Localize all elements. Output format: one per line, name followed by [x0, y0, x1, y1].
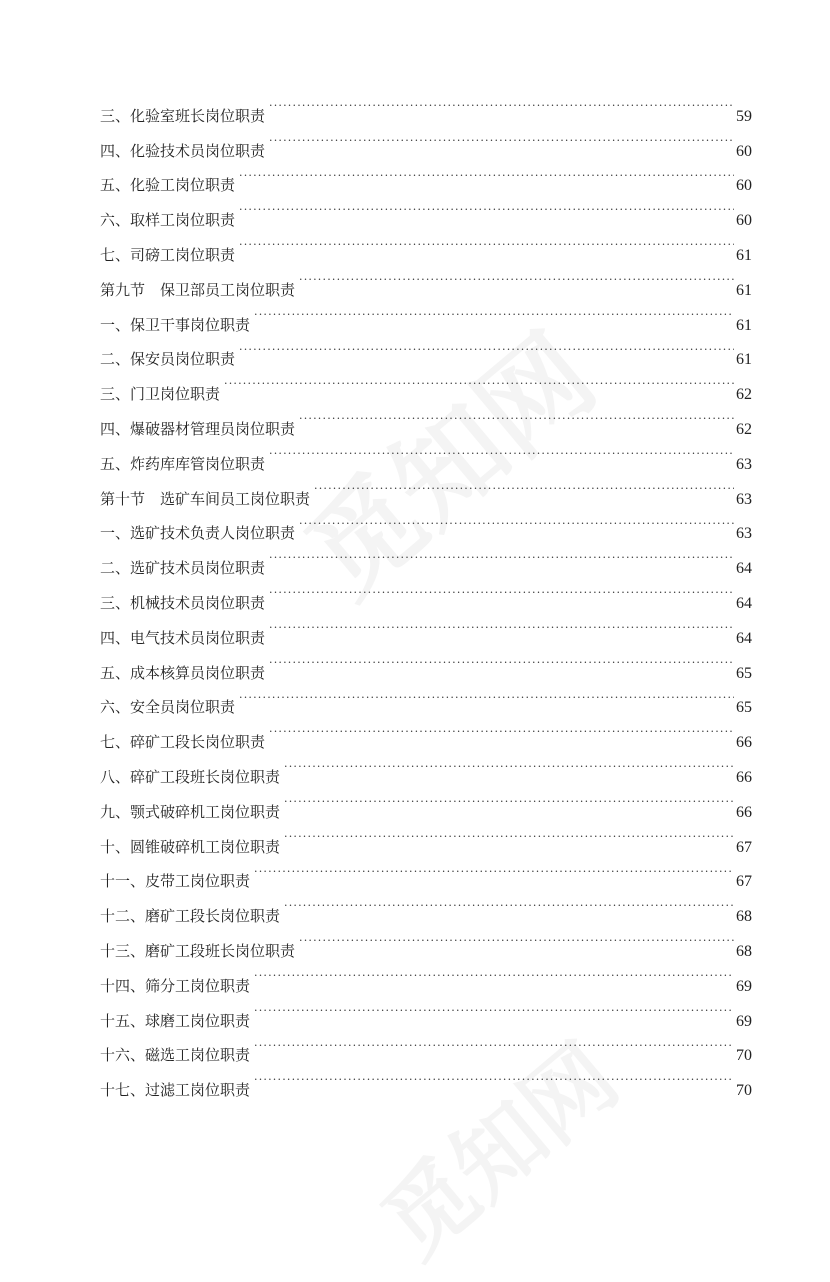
- toc-entry[interactable]: [100, 86, 752, 125]
- toc-entry-title: 五、炸药库库管岗位职责: [100, 454, 266, 473]
- toc-dot-leader: [297, 921, 734, 956]
- toc-entry-page-number: 67: [736, 838, 752, 856]
- toc-dot-leader: [267, 86, 734, 121]
- toc-entry-page-number: 61: [736, 281, 752, 299]
- toc-dot-leader: [282, 886, 734, 921]
- toc-entry-page-number: 68: [736, 908, 752, 926]
- toc-dot-leader: [222, 364, 734, 399]
- toc-entry-title: 二、保安员岗位职责: [100, 350, 236, 369]
- toc-entry-page-number: 70: [736, 1082, 752, 1100]
- toc-dot-leader: [297, 504, 734, 539]
- toc-entry-title: 十二、磨矿工段长岗位职责: [100, 907, 281, 926]
- toc-dot-leader: [252, 852, 734, 887]
- toc-dot-leader: [297, 399, 734, 434]
- toc-dot-leader: [252, 1060, 734, 1095]
- toc-entry-title: 三、机械技术员岗位职责: [100, 593, 266, 612]
- toc-entry-title: 七、司磅工岗位职责: [100, 245, 236, 264]
- toc-entry-page-number: 65: [736, 664, 752, 682]
- toc-entry-page-number: 66: [736, 734, 752, 752]
- toc-dot-leader: [312, 469, 734, 504]
- toc-entry-page-number: 61: [736, 316, 752, 334]
- toc-dot-leader: [267, 573, 734, 608]
- toc-dot-leader: [237, 225, 734, 260]
- toc-entry-title: 六、取样工岗位职责: [100, 211, 236, 230]
- toc-dot-leader: [267, 121, 734, 156]
- toc-entry-page-number: 60: [736, 212, 752, 230]
- toc-entry-title: 十四、筛分工岗位职责: [100, 976, 251, 995]
- toc-entry-page-number: 69: [736, 1012, 752, 1030]
- toc-entry-page-number: 66: [736, 803, 752, 821]
- toc-entry-title: 一、保卫干事岗位职责: [100, 315, 251, 334]
- toc-entry-title: 十五、球磨工岗位职责: [100, 1011, 251, 1030]
- toc-entry-page-number: 68: [736, 942, 752, 960]
- toc-entry-title: 十三、磨矿工段班长岗位职责: [100, 941, 296, 960]
- toc-entry-page-number: 63: [736, 455, 752, 473]
- toc-entry-page-number: 66: [736, 768, 752, 786]
- toc-entry-title: 一、选矿技术负责人岗位职责: [100, 524, 296, 543]
- toc-dot-leader: [267, 643, 734, 678]
- toc-entry-title: 九、颚式破碎机工岗位职责: [100, 802, 281, 821]
- toc-dot-leader: [237, 678, 734, 713]
- toc-dot-leader: [252, 295, 734, 330]
- toc-dot-leader: [267, 608, 734, 643]
- toc-dot-leader: [282, 747, 734, 782]
- toc-entry-title: 五、成本核算员岗位职责: [100, 663, 266, 682]
- toc-entry-title: 四、化验技术员岗位职责: [100, 141, 266, 160]
- toc-entry-page-number: 69: [736, 977, 752, 995]
- toc-dot-leader: [252, 1026, 734, 1061]
- toc-entry-page-number: 64: [736, 629, 752, 647]
- toc-entry-title: 六、安全员岗位职责: [100, 698, 236, 717]
- toc-entry-title: 十一、皮带工岗位职责: [100, 872, 251, 891]
- toc-entry-title: 五、化验工岗位职责: [100, 176, 236, 195]
- toc-entry-title: 二、选矿技术员岗位职责: [100, 559, 266, 578]
- toc-entry-title: 七、碎矿工段长岗位职责: [100, 733, 266, 752]
- toc-entry-page-number: 62: [736, 420, 752, 438]
- toc-dot-leader: [252, 956, 734, 991]
- toc-dot-leader: [297, 260, 734, 295]
- toc-entry-page-number: 59: [736, 107, 752, 125]
- toc-entry-title: 十、圆锥破碎机工岗位职责: [100, 837, 281, 856]
- toc-dot-leader: [237, 330, 734, 365]
- toc-entry-title: 十七、过滤工岗位职责: [100, 1081, 251, 1100]
- toc-entry-page-number: 64: [736, 594, 752, 612]
- toc-dot-leader: [267, 434, 734, 469]
- toc-entry-page-number: 64: [736, 560, 752, 578]
- toc-entry-title: 第九节 保卫部员工岗位职责: [100, 280, 296, 299]
- toc-entry-page-number: 65: [736, 699, 752, 717]
- toc-entry-page-number: 67: [736, 873, 752, 891]
- toc-entry-page-number: 63: [736, 525, 752, 543]
- toc-entry-page-number: 70: [736, 1047, 752, 1065]
- toc-entry-page-number: 63: [736, 490, 752, 508]
- toc-entry-page-number: 62: [736, 386, 752, 404]
- toc-dot-leader: [267, 712, 734, 747]
- toc-dot-leader: [282, 817, 734, 852]
- table-of-contents: [100, 86, 752, 1100]
- toc-entry-title: 十六、磁选工岗位职责: [100, 1046, 251, 1065]
- toc-entry-title: 四、爆破器材管理员岗位职责: [100, 419, 296, 438]
- toc-entry-title: 第十节 选矿车间员工岗位职责: [100, 489, 311, 508]
- toc-dot-leader: [237, 190, 734, 225]
- toc-entry-title: 三、门卫岗位职责: [100, 385, 221, 404]
- toc-entry-page-number: 60: [736, 177, 752, 195]
- toc-dot-leader: [267, 538, 734, 573]
- toc-entry-title: 四、电气技术员岗位职责: [100, 628, 266, 647]
- toc-entry-title: 三、化验室班长岗位职责: [100, 106, 266, 125]
- toc-dot-leader: [282, 782, 734, 817]
- toc-entry-page-number: 61: [736, 246, 752, 264]
- toc-dot-leader: [237, 156, 734, 191]
- toc-dot-leader: [252, 991, 734, 1026]
- toc-entry-page-number: 61: [736, 351, 752, 369]
- toc-entry-title: 八、碎矿工段班长岗位职责: [100, 767, 281, 786]
- toc-entry-page-number: 60: [736, 142, 752, 160]
